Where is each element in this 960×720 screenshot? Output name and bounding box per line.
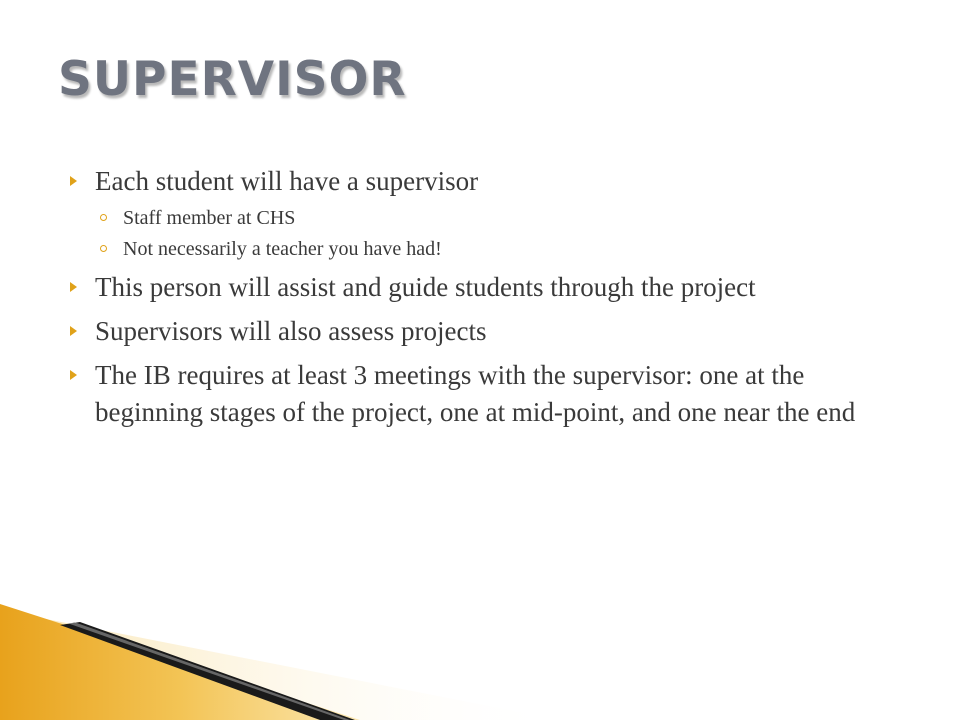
sub-bullet-item [95, 205, 880, 231]
sub-bullet-item [95, 236, 880, 262]
sub-bullet-list [95, 205, 880, 262]
dark-streak [60, 622, 355, 720]
bullet-item [70, 313, 880, 350]
sub-bullet-text: Staff member at CHS [123, 207, 296, 229]
bullet-item [70, 163, 880, 262]
arrow-bullet-icon [70, 370, 77, 380]
arrow-bullet-icon [70, 282, 77, 292]
circle-bullet-icon [100, 245, 107, 252]
bullet-list [70, 163, 880, 431]
arrow-bullet-icon [70, 326, 77, 336]
gold-fade-band [0, 610, 560, 720]
sub-bullet-text: Not necessarily a teacher you have had! [123, 238, 442, 260]
bullet-text: The IB requires at least 3 meetings with the supervisor: one at the beginning stages of the project, one at mid-point, and one near the end [95, 360, 856, 427]
bullet-text: Supervisors will also assess projects [95, 316, 487, 346]
arrow-bullet-icon [70, 176, 77, 186]
gold-wedge [0, 604, 360, 720]
bullet-item [70, 357, 880, 431]
bullet-text: Each student will have a supervisor [95, 166, 479, 196]
bullet-text: This person will assist and guide students through the project [95, 272, 756, 302]
bullet-item [70, 269, 880, 306]
circle-bullet-icon [100, 214, 107, 221]
gray-line [70, 622, 350, 720]
slide-title: SUPERVISOR [58, 52, 407, 107]
